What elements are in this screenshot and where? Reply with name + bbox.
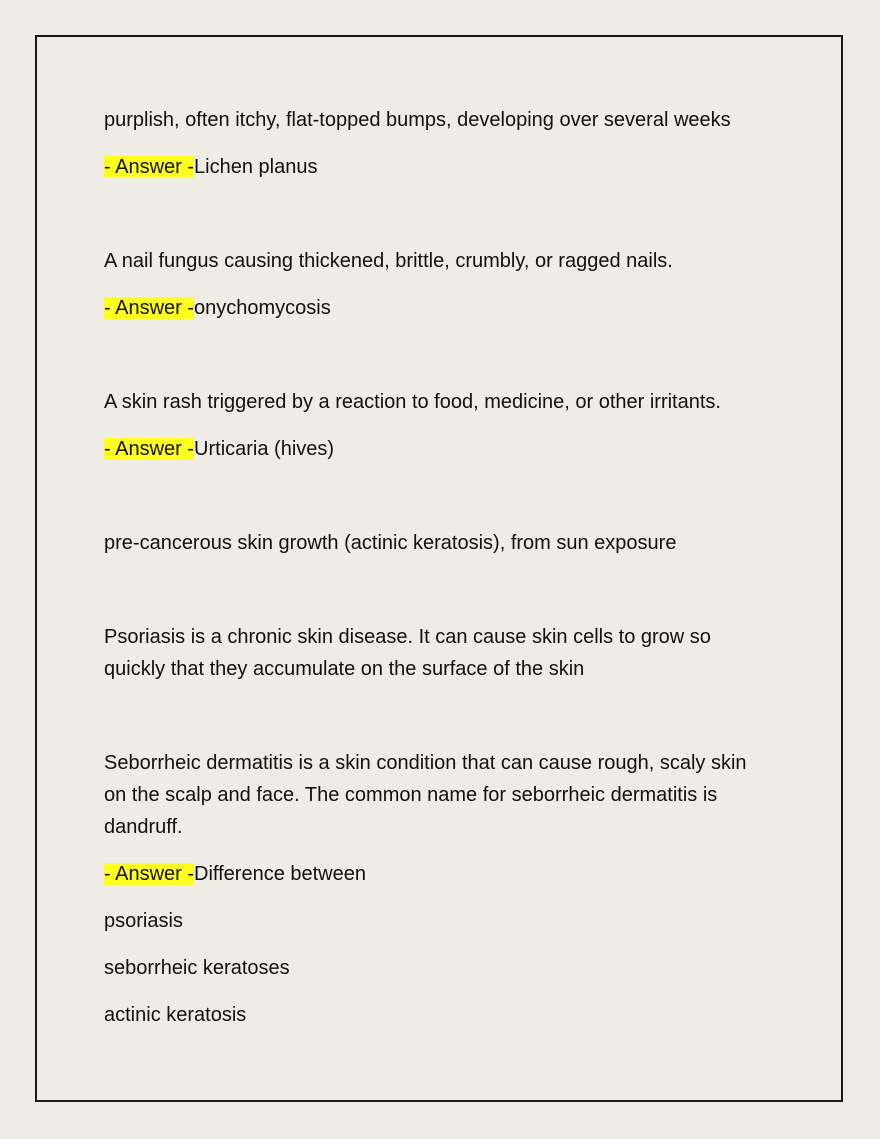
answer-text: onychomycosis	[194, 297, 331, 319]
answer-extra-line: actinic keratosis	[104, 1004, 247, 1026]
answer-label: - Answer -	[104, 863, 195, 885]
answer-text: Difference between	[194, 863, 366, 885]
question-text-line: quickly that they accumulate on the surface of the skin	[104, 658, 585, 680]
question-text-line: Psoriasis is a chronic skin disease. It can cause skin cells to grow so	[104, 626, 711, 648]
question-text: A skin rash triggered by a reaction to food, medicine, or other irritants.	[104, 391, 721, 413]
answer-text: Urticaria (hives)	[194, 438, 335, 460]
question-text: A nail fungus causing thickened, brittle, crumbly, or ragged nails.	[104, 250, 673, 272]
answer-line	[104, 433, 784, 465]
question-paragraph	[104, 621, 784, 685]
answer-label: - Answer -	[104, 438, 195, 460]
answer-extra-line: psoriasis	[104, 910, 183, 932]
answer-line	[104, 151, 784, 183]
answer-line	[104, 292, 784, 324]
question-text-line: on the scalp and face. The common name for seborrheic dermatitis is	[104, 784, 718, 806]
answer-text: Lichen planus	[194, 156, 318, 178]
answer-extra-line: seborrheic keratoses	[104, 957, 290, 979]
question-text-line: Seborrheic dermatitis is a skin condition that can cause rough, scaly skin	[104, 752, 747, 774]
question-text: pre-cancerous skin growth (actinic keratosis), from sun exposure	[104, 532, 677, 554]
question-text-line: dandruff.	[104, 816, 183, 838]
answer-label: - Answer -	[104, 297, 195, 319]
answer-line	[104, 858, 784, 890]
answer-label: - Answer -	[104, 156, 195, 178]
question-text: purplish, often itchy, flat-topped bumps, developing over several weeks	[104, 109, 731, 131]
document-body	[104, 104, 784, 1031]
question-paragraph	[104, 747, 784, 843]
